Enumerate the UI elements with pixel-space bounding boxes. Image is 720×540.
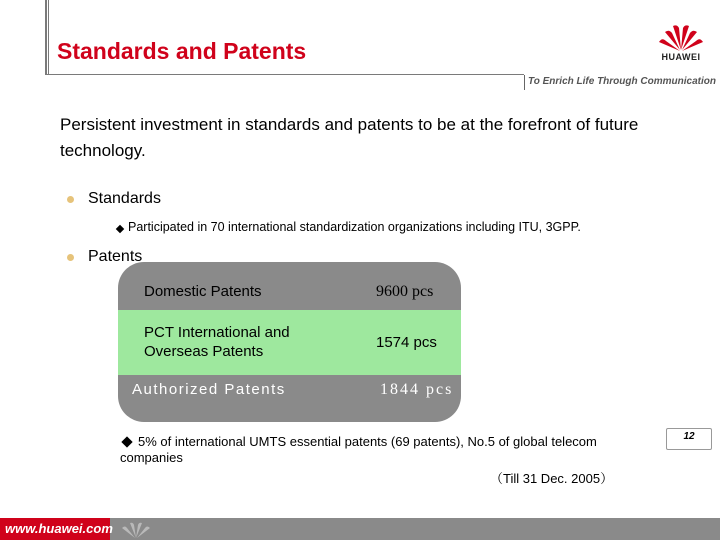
page-number: 12 <box>683 431 695 442</box>
footer-bar <box>110 518 720 540</box>
patent-row-value: 1574 pcs <box>376 334 437 351</box>
slogan-divider <box>524 75 525 90</box>
diamond-bullet-icon <box>116 225 124 233</box>
date-note: （Till 31 Dec. 2005） <box>490 471 614 486</box>
footer-url[interactable]: www.huawei.com <box>5 521 113 536</box>
huawei-logo-icon <box>112 520 160 540</box>
standards-detail: Participated in 70 international standardization organizations including ITU, 3GPP. <box>128 220 581 234</box>
patents-table <box>118 262 461 422</box>
intro-text: Persistent investment in standards and patents to be at the forefront of future technology. <box>60 115 639 160</box>
page-title: Standards and Patents <box>57 38 307 64</box>
brand-name: HUAWEI <box>661 52 701 62</box>
umts-note: 5% of international UMTS essential patents (69 patents), No.5 of global telecom companies <box>120 434 597 465</box>
patent-row-value: 1844 pcs <box>380 381 454 398</box>
patent-row-label: Domestic Patents <box>144 283 262 300</box>
header-divider <box>45 0 47 75</box>
header-rule <box>45 74 524 75</box>
bullet-dot-icon <box>67 196 74 203</box>
patent-row-label: Authorized Patents <box>132 381 286 398</box>
patents-heading: Patents <box>88 248 143 265</box>
standards-heading: Standards <box>88 190 161 207</box>
patent-row-label: PCT International and Overseas Patents <box>144 324 290 360</box>
slogan: To Enrich Life Through Communication <box>528 76 716 87</box>
bullet-dot-icon <box>67 254 74 261</box>
header-divider-thin <box>48 0 49 75</box>
patent-row-value: 9600 pcs <box>376 283 434 300</box>
